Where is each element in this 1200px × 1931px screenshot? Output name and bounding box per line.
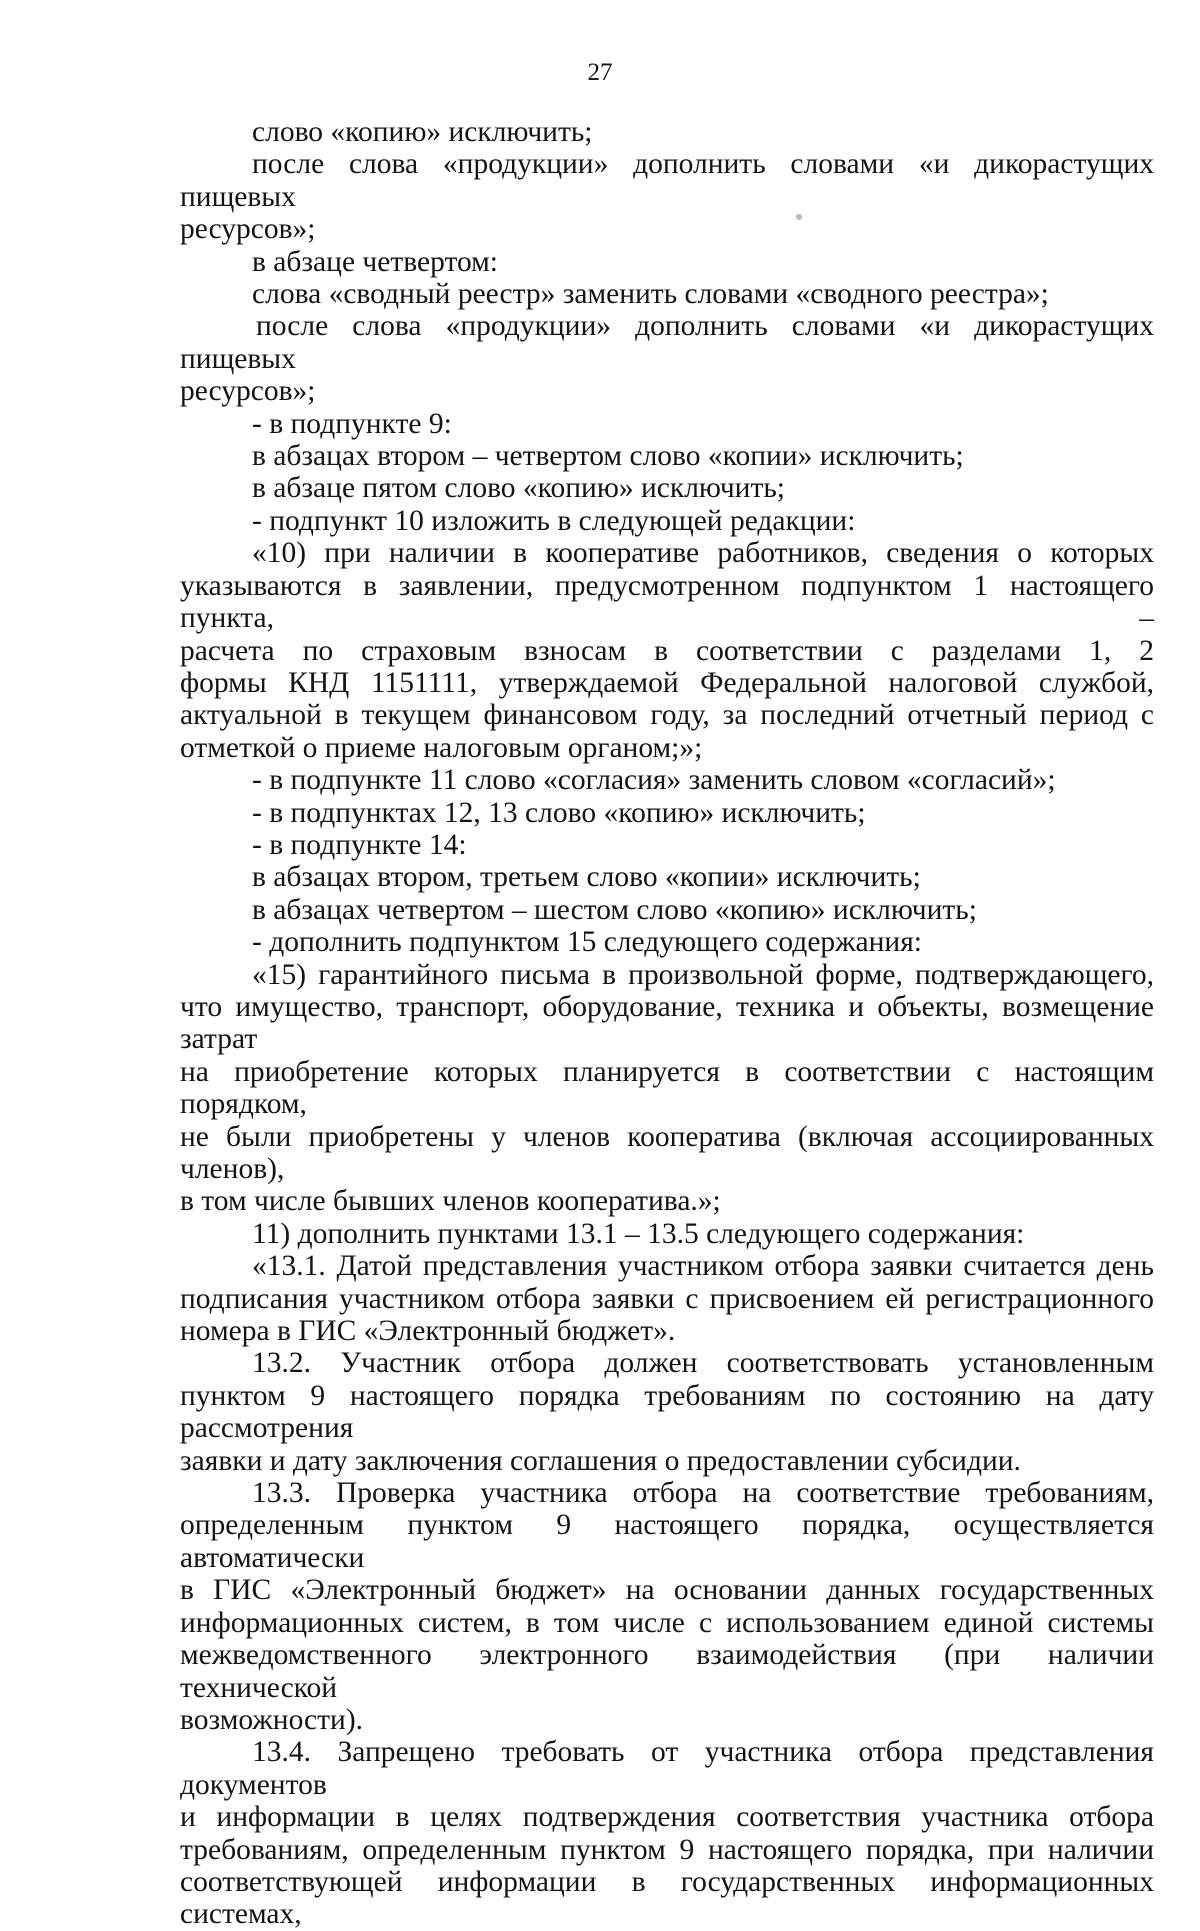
text-line: 11) дополнить пунктами 13.1 – 13.5 следующего содержания: xyxy=(252,1217,1025,1250)
text-line: соответствующей информации в государственных информационных системах, xyxy=(180,1865,1154,1931)
text-line: указываются в заявлении, предусмотренном подпунктом 1 настоящего пункта, – xyxy=(180,569,1154,635)
text-line: в абзацах втором, третьем слово «копии» исключить; xyxy=(252,861,921,894)
text-line: информационных систем, в том числе с использованием единой системы xyxy=(180,1606,1154,1639)
text-line: отметкой о приеме налоговым органом;»; xyxy=(180,731,703,764)
text-line: расчета по страховым взносам в соответствии с разделами 1, 2 xyxy=(180,634,1154,667)
text-line: в абзацах четвертом – шестом слово «копию» исключить; xyxy=(252,893,977,926)
text-line: определенным пунктом 9 настоящего порядка, осуществляется автоматически xyxy=(180,1509,1154,1574)
text-line: подписания участником отбора заявки с присвоением ей регистрационного xyxy=(180,1282,1154,1315)
text-line: 13.2. Участник отбора должен соответствовать установленным xyxy=(252,1347,1154,1380)
text-line: - в подпунктах 12, 13 слово «копию» исключить; xyxy=(252,796,866,829)
text-line: на приобретение которых планируется в соответствии с настоящим порядком, xyxy=(180,1055,1154,1121)
text-line: слово «копию» исключить; xyxy=(252,116,593,148)
text-line: «10) при наличии в кооперативе работников, сведения о которых xyxy=(252,537,1154,570)
text-line: в ГИС «Электронный бюджет» на основании данных государственных xyxy=(180,1574,1154,1607)
text-line: что имущество, транспорт, оборудование, техника и объекты, возмещение затрат xyxy=(180,990,1154,1056)
text-line: ресурсов»; xyxy=(180,213,316,246)
scan-speck xyxy=(796,214,802,220)
document-body xyxy=(180,116,1154,1931)
text-line: - в подпункте 14: xyxy=(252,828,467,861)
text-line: формы КНД 1151111, утверждаемой Федеральной налоговой службой, xyxy=(180,666,1154,699)
text-line: 13.3. Проверка участника отбора на соответствие требованиям, xyxy=(252,1477,1154,1510)
text-line: - подпункт 10 изложить в следующей редакции: xyxy=(252,504,856,537)
text-line: - дополнить подпунктом 15 следующего содержания: xyxy=(252,926,922,959)
text-line: требованиям, определенным пунктом 9 настоящего порядка, при наличии xyxy=(180,1833,1154,1866)
text-line: номера в ГИС «Электронный бюджет». xyxy=(180,1315,676,1348)
text-line: - в подпункте 11 слово «согласия» заменить словом «согласий»; xyxy=(252,764,1056,797)
text-line: 13.4. Запрещено требовать от участника отбора представления документов xyxy=(180,1736,1154,1801)
text-line: в абзаце пятом слово «копию» исключить; xyxy=(252,472,786,505)
text-line: после слова «продукции» дополнить словами «и дикорастущих пищевых xyxy=(180,148,1154,213)
text-line: в абзаце четвертом: xyxy=(252,245,498,278)
text-line: пунктом 9 настоящего порядка требованиям по состоянию на дату рассмотрения xyxy=(180,1379,1154,1445)
text-line: после слова «продукции» дополнить словами «и дикорастущих пищевых xyxy=(180,310,1154,375)
page-number: 27 xyxy=(587,59,613,86)
text-line: слова «сводный реестр» заменить словами «сводного реестра»; xyxy=(252,278,1049,311)
text-line: в том числе бывших членов кооператива.»; xyxy=(180,1185,721,1218)
text-line: «15) гарантийного письма в произвольной форме, подтверждающего, xyxy=(252,958,1154,991)
text-line: заявки и дату заключения соглашения о предоставлении субсидии. xyxy=(180,1444,1021,1477)
text-line: и информации в целях подтверждения соответствия участника отбора xyxy=(180,1801,1154,1834)
text-line: межведомственного электронного взаимодействия (при наличии технической xyxy=(180,1639,1154,1704)
text-line: «13.1. Датой представления участником отбора заявки считается день xyxy=(252,1250,1154,1283)
text-line: - в подпункте 9: xyxy=(252,407,452,440)
text-line: возможности). xyxy=(180,1703,364,1736)
text-line: актуальной в текущем финансовом году, за последний отчетный период с xyxy=(180,699,1154,732)
text-line: в абзацах втором – четвертом слово «копии» исключить; xyxy=(252,440,964,473)
text-line: не были приобретены у членов кооператива (включая ассоциированных членов), xyxy=(180,1120,1154,1185)
text-line: ресурсов»; xyxy=(180,375,316,408)
